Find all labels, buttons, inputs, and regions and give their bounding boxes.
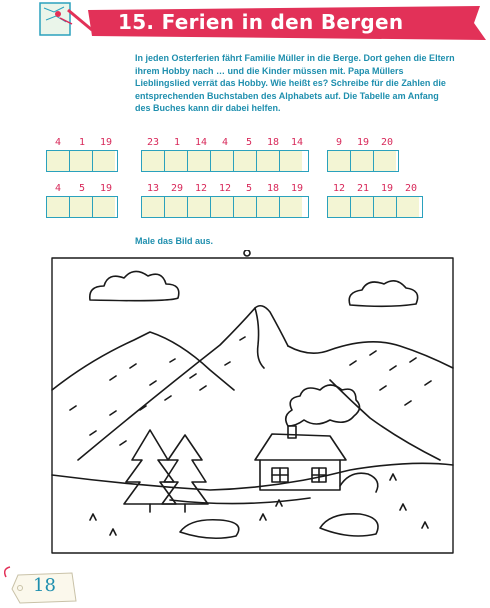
clue-number: 19 <box>290 183 304 194</box>
puzzle-word-1 <box>46 136 118 172</box>
answer-boxes[interactable] <box>46 196 118 218</box>
clue-number: 12 <box>194 183 208 194</box>
clue-number: 12 <box>218 183 232 194</box>
answer-box[interactable] <box>70 151 93 171</box>
clue-number: 19 <box>99 137 113 148</box>
answer-box[interactable] <box>328 151 351 171</box>
answer-boxes[interactable] <box>141 196 309 218</box>
answer-box[interactable] <box>280 151 302 171</box>
answer-box[interactable] <box>351 151 374 171</box>
answer-box[interactable] <box>47 197 70 217</box>
answer-box[interactable] <box>351 197 374 217</box>
number-row <box>141 182 309 196</box>
clue-number: 13 <box>146 183 160 194</box>
answer-box[interactable] <box>374 151 396 171</box>
answer-box[interactable] <box>257 151 280 171</box>
answer-box[interactable] <box>47 151 70 171</box>
map-icon <box>38 0 96 40</box>
number-row <box>46 136 118 150</box>
clue-number: 29 <box>170 183 184 194</box>
answer-box[interactable] <box>142 151 165 171</box>
answer-box[interactable] <box>70 197 93 217</box>
coloring-instruction: Male das Bild aus. <box>135 236 214 246</box>
clue-number: 19 <box>99 183 113 194</box>
answer-box[interactable] <box>211 151 234 171</box>
number-row <box>141 136 309 150</box>
puzzle-word-6 <box>327 182 423 218</box>
answer-box[interactable] <box>93 151 115 171</box>
clue-number: 21 <box>356 183 370 194</box>
clue-number: 20 <box>404 183 418 194</box>
clue-number: 14 <box>194 137 208 148</box>
answer-boxes[interactable] <box>141 150 309 172</box>
answer-box[interactable] <box>165 151 188 171</box>
clue-number: 4 <box>54 137 62 148</box>
clue-number: 9 <box>335 137 343 148</box>
answer-box[interactable] <box>142 197 165 217</box>
clue-number: 4 <box>221 137 229 148</box>
answer-boxes[interactable] <box>327 196 423 218</box>
clue-number: 1 <box>173 137 181 148</box>
answer-box[interactable] <box>234 197 257 217</box>
clue-number: 19 <box>380 183 394 194</box>
answer-box[interactable] <box>280 197 302 217</box>
clue-number: 19 <box>356 137 370 148</box>
number-row <box>327 136 399 150</box>
puzzle-word-4 <box>46 182 118 218</box>
answer-box[interactable] <box>211 197 234 217</box>
answer-box[interactable] <box>257 197 280 217</box>
answer-box[interactable] <box>165 197 188 217</box>
answer-box[interactable] <box>234 151 257 171</box>
clue-number: 12 <box>332 183 346 194</box>
coloring-picture[interactable] <box>50 250 455 555</box>
clue-number: 5 <box>78 183 86 194</box>
clue-number: 4 <box>54 183 62 194</box>
page-number: 18 <box>33 575 56 596</box>
answer-box[interactable] <box>188 197 211 217</box>
answer-box[interactable] <box>188 151 211 171</box>
page-title: 15. Ferien in den Bergen <box>118 10 404 34</box>
answer-box[interactable] <box>93 197 115 217</box>
answer-box[interactable] <box>397 197 419 217</box>
clue-number: 5 <box>245 137 253 148</box>
clue-number: 14 <box>290 137 304 148</box>
puzzle-word-2 <box>141 136 309 172</box>
clue-number: 20 <box>380 137 394 148</box>
clue-number: 18 <box>266 183 280 194</box>
answer-boxes[interactable] <box>327 150 399 172</box>
answer-box[interactable] <box>374 197 397 217</box>
clue-number: 18 <box>266 137 280 148</box>
answer-box[interactable] <box>328 197 351 217</box>
clue-number: 23 <box>146 137 160 148</box>
puzzle-word-5 <box>141 182 309 218</box>
intro-text: In jeden Osterferien fährt Familie Müller in die Berge. Dort gehen die Eltern ihrem Hobby nach … und die Kinder müssen mit. Papa Müllers Lieblingslied verrät das Hobby. Wie heißt es? Schreibe für die Zahlen die entsprechenden Buchstaben des Alphabets auf. Die Tabelle am Anfang des Buches kann dir dabei helfen. <box>135 53 455 113</box>
number-row <box>46 182 118 196</box>
answer-boxes[interactable] <box>46 150 118 172</box>
clue-number: 1 <box>78 137 86 148</box>
number-row <box>327 182 423 196</box>
puzzle-word-3 <box>327 136 399 172</box>
clue-number: 5 <box>245 183 253 194</box>
